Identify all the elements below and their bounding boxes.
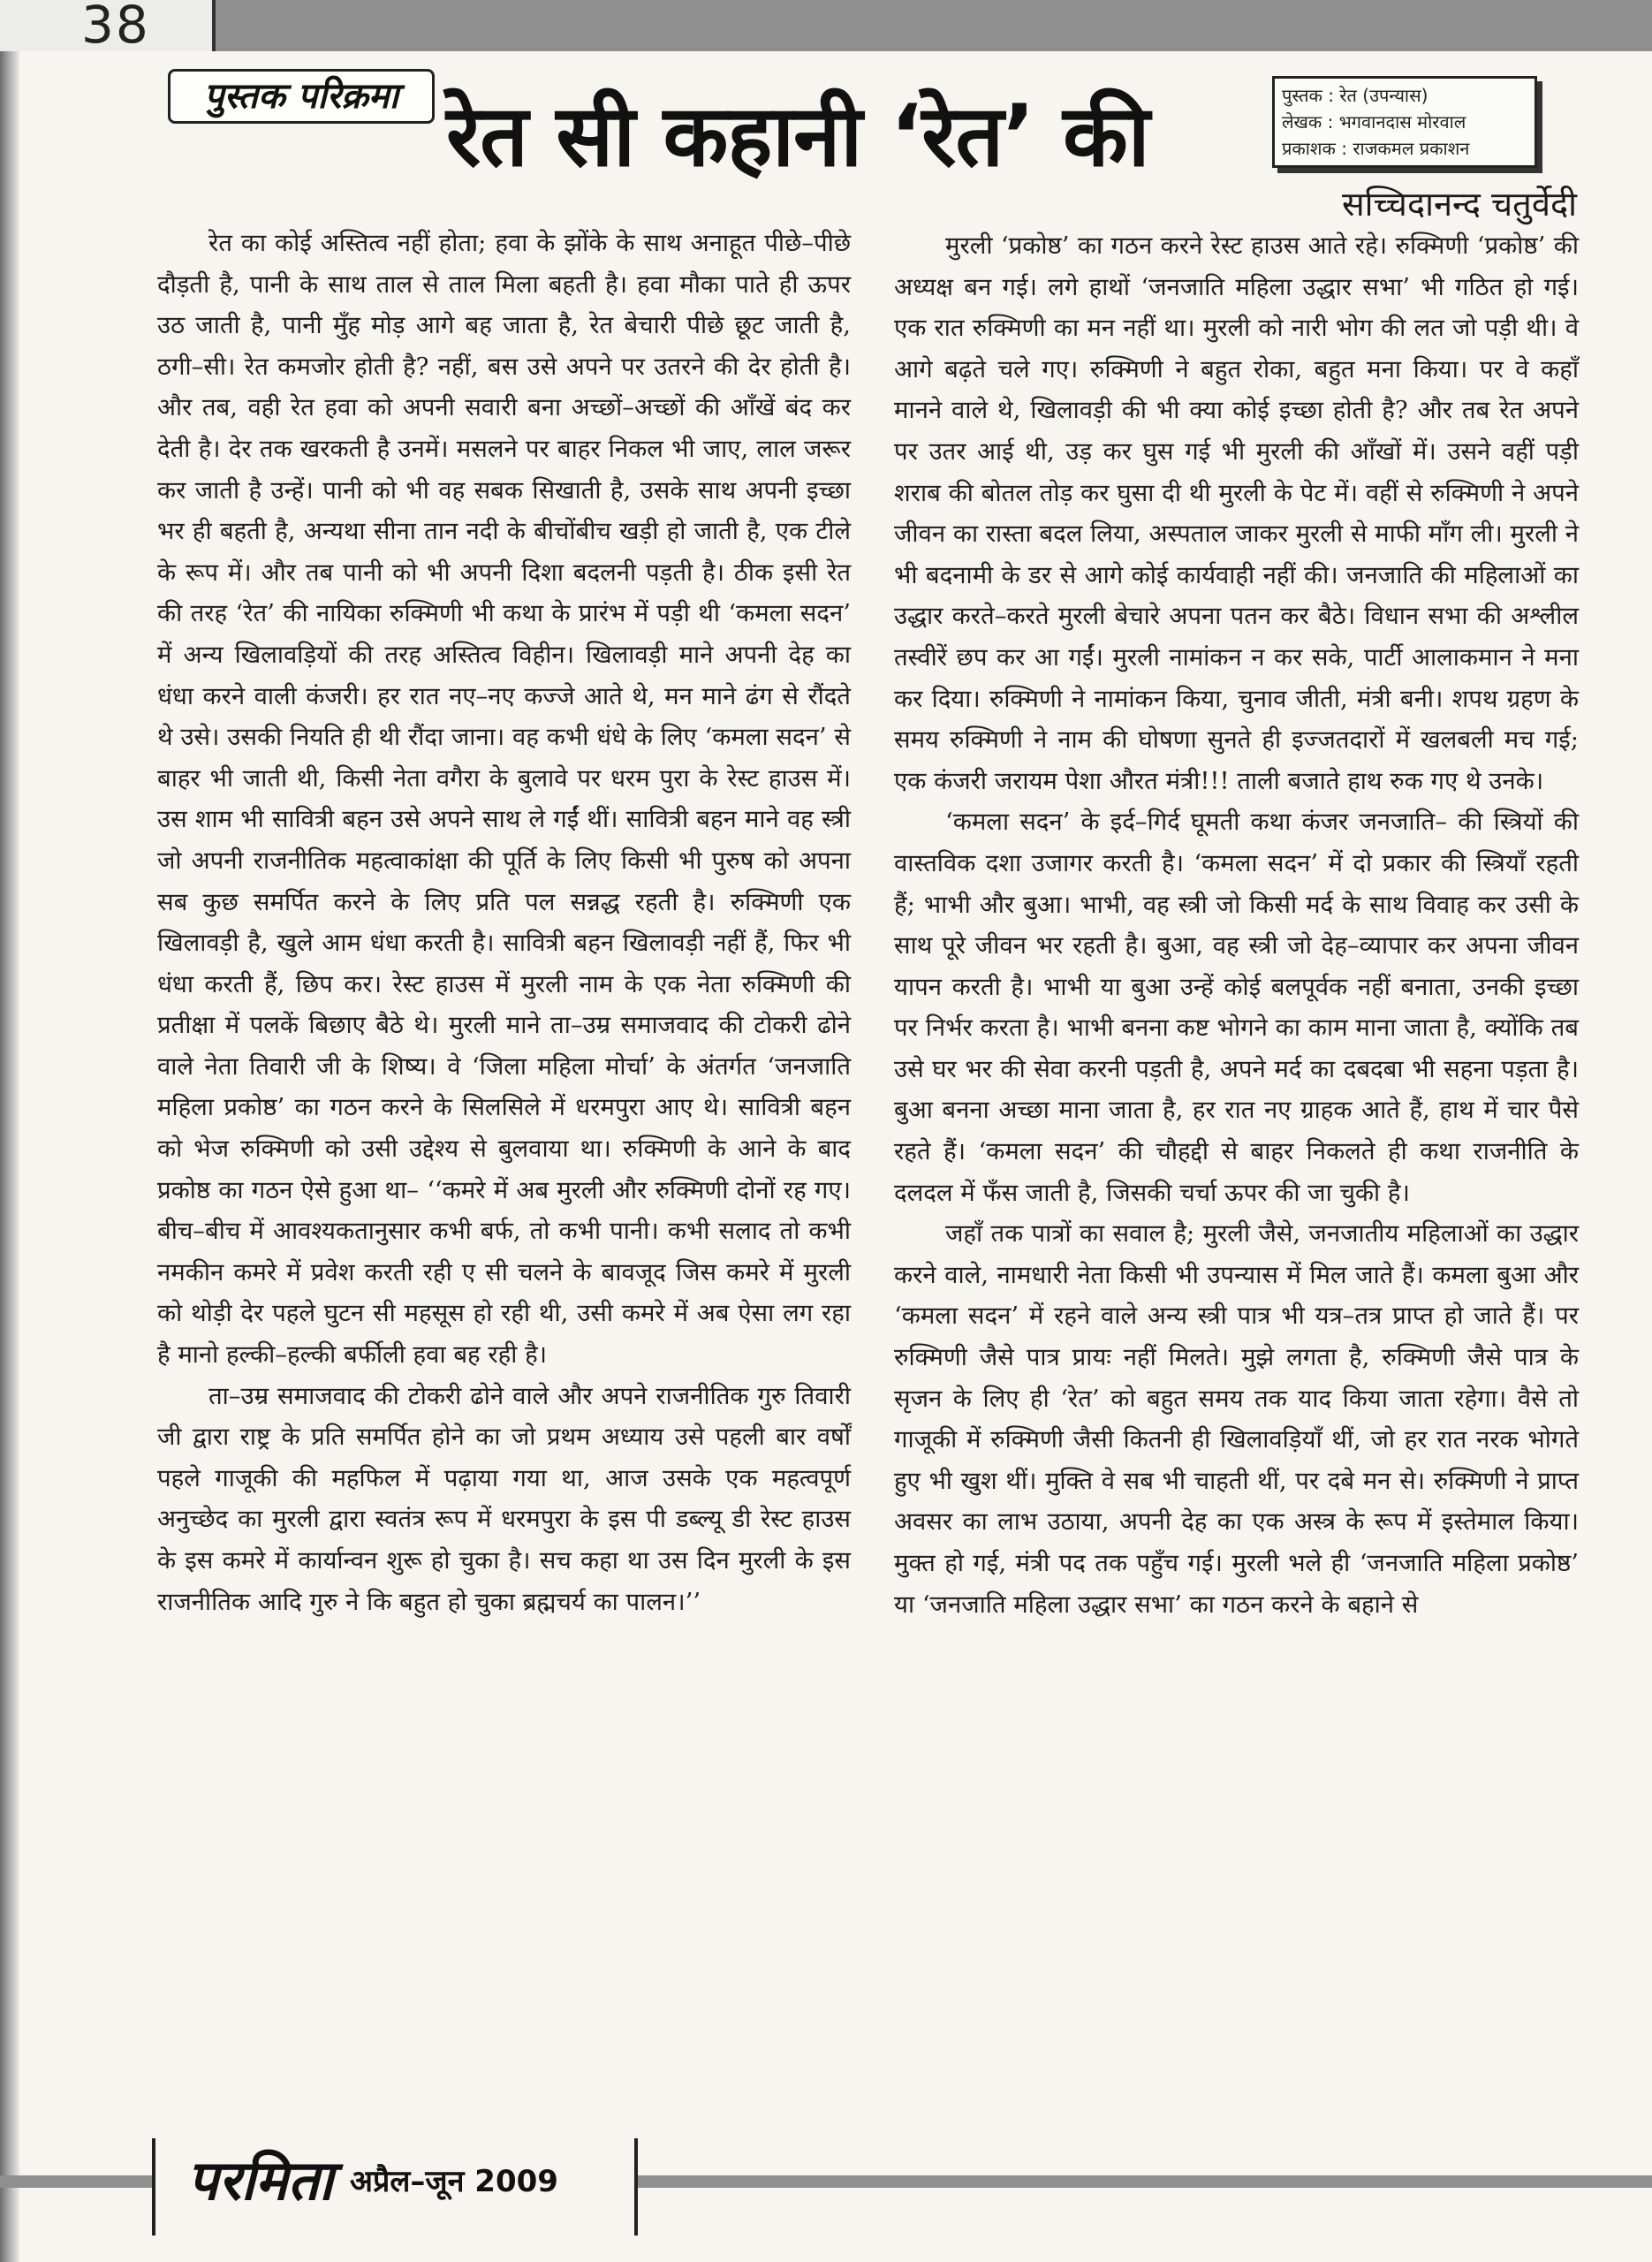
book-writer: लेखक : भगवानदास मोरवाल bbox=[1282, 111, 1466, 133]
author-byline: सच्चिदानन्द चतुर्वेदी bbox=[1341, 185, 1577, 224]
paragraph: जहाँ तक पात्रों का सवाल है; मुरली जैसे, जनजातीय महिलाओं का उद्धार करने वाले, नामधारी नेता किसी भी उपन्यास में मिल जाते हैं। कमला बुआ और ‘कमला सदन’ में रहने वाले अन्य स्त्री पात्र भी यत्र–तत्र प्राप्त हो जाते हैं। पर रुक्मिणी जैसे पात्र प्रायः नहीं मिलते। मुझे लगता है, रुक्मिणी जैसे पात्र के सृजन के लिए ही ‘रेत’ को बहुत समय तक याद किया जाता रहेगा। वैसे तो गाजूकी में रुक्मिणी जैसी कितनी ही खिलावड़ियाँ थीं, जो हर रात नरक भोगते हुए भी खुश थीं। मुक्ति वे सब भी चाहती थीं, पर दबे मन से। रुक्मिणी ने प्राप्त अवसर का लाभ उठाया, अपनी देह का एक अस्त्र के रूप में इस्तेमाल किया। मुक्त हो गई, मंत्री पद तक पहुँच गई। मुरली भले ही ‘जनजाति महिला प्रकोष्ठ’ या ‘जनजाति महिला उद्धार सभा’ का गठन करने के बहाने से bbox=[894, 1219, 1579, 1619]
issue-date: अप्रैल–जून 2009 bbox=[350, 2164, 558, 2199]
page-binding-shadow bbox=[0, 51, 19, 2262]
magazine-name: परमिता bbox=[187, 2148, 334, 2213]
book-name: पुस्तक : रेत (उपन्यास) bbox=[1282, 85, 1428, 106]
right-column bbox=[894, 225, 1579, 2125]
paragraph: रेत का कोई अस्तित्व नहीं होता; हवा के झोंके के साथ अनाहूत पीछे–पीछे दौड़ती है, पानी के साथ ताल से ताल मिला बहती है। हवा मौका पाते ही ऊपर उठ जाती है, पानी मुँह मोड़ आगे बह जाता है, रेत बेचारी पीछे छूट जाती है, ठगी–सी। रेत कमजोर होती है? नहीं, बस उसे अपने पर उतरने की देर होती है। और तब, वही रेत हवा को अपनी सवारी बना अच्छों–अच्छों की आँखें बंद कर देती है। देर तक खरकती है उनमें। मसलने पर बाहर निकल भी जाए, लाल जरूर कर जाती है उन्हें। पानी को भी वह सबक सिखाती है, उसके साथ अपनी इच्छा भर ही बहती है, अन्यथा सीना तान नदी के बीचोंबीच खड़ी हो जाती है, एक टीले के रूप में। और तब पानी को भी अपनी दिशा बदलनी पड़ती है। ठीक इसी रेत की तरह ‘रेत’ की नायिका रुक्मिणी भी कथा के प्रारंभ में पड़ी थी ‘कमला सदन’ में अन्य खिलावड़ियों की तरह अस्तित्व विहीन। खिलावड़ी माने अपनी देह का धंधा करने वाली कंजरी। हर रात नए–नए कज्जे आते थे, मन माने ढंग से रौंदते थे उसे। उसकी नियति ही थी रौंदा जाना। वह कभी धंधे के लिए ‘कमला सदन’ से बाहर भी जाती थी, किसी नेता वगैरा के बुलावे पर धरम पुरा के रेस्ट हाउस में। उस शाम भी सावित्री बहन उसे अपने साथ ले गईं थीं। सावित्री बहन माने वह स्त्री जो अपनी राजनीतिक महत्वाकांक्षा की पूर्ति के लिए किसी भी पुरुष को अपना सब कुछ समर्पित करने के लिए प्रति पल सन्नद्ध रहती है। रुक्मिणी एक खिलावड़ी है, खुले आम धंधा करती है। सावित्री बहन खिलावड़ी नहीं हैं, फिर भी धंधा करती हैं, छिप कर। रेस्ट हाउस में मुरली नाम के एक नेता रुक्मिणी की प्रतीक्षा में पलकें बिछाए बैठे थे। मुरली माने ता–उम्र समाजवाद की टोकरी ढोने वाले नेता तिवारी जी के शिष्य। वे ‘जिला महिला मोर्चा’ के अंतर्गत ‘जनजाति महिला प्रकोष्ठ’ का गठन करने के सिलसिले में धरमपुरा आए थे। सावित्री बहन को भेज रुक्मिणी को उसी उद्देश्य से बुलवाया था। रुक्मिणी के आने के बाद प्रकोष्ठ का गठन ऐसे हुआ था– ‘‘कमरे में अब मुरली और रुक्मिणी दोनों रह गए। बीच–बीच में आवश्यकतानुसार कभी बर्फ, तो कभी पानी। कभी सलाद तो कभी नमकीन कमरे में प्रवेश करती रही ए सी चलने के बावजूद जिस कमरे में मुरली को थोड़ी देर पहले घुटन सी महसूस हो रही थी, उसी कमरे में अब ऐसा लग रहा है मानो हल्की–हल्की बर्फीली हवा बह रही है। bbox=[157, 229, 851, 1370]
section-label: पुस्तक परिक्रमा bbox=[168, 69, 435, 124]
footer bbox=[152, 2138, 638, 2235]
page-number-box bbox=[0, 0, 216, 55]
article-title: रेत सी कहानी ‘रेत’ की bbox=[446, 87, 1149, 186]
paragraph: ता–उम्र समाजवाद की टोकरी ढोने वाले और अपने राजनीतिक गुरु तिवारी जी द्वारा राष्ट्र के प्रति समर्पित होने का जो प्रथम अध्याय उसे पहली बार वर्षों पहले गाजूकी की महफिल में पढ़ाया गया था, आज उसके एक महत्वपूर्ण अनुच्छेद का मुरली द्वारा स्वतंत्र रूप में धरमपुरा के इस पी डब्ल्यू डी रेस्ट हाउस के इस कमरे में कार्यान्वन शुरू हो चुका है। सच कहा था उस दिन मुरली के इस राजनीतिक आदि गुरु ने कि बहुत हो चुका ब्रह्मचर्य का पालन।’’ bbox=[157, 1381, 851, 1616]
left-column bbox=[157, 223, 851, 2105]
top-gray-band bbox=[0, 0, 1652, 51]
paragraph: मुरली ‘प्रकोष्ठ’ का गठन करने रेस्ट हाउस आते रहे। रुक्मिणी ‘प्रकोष्ठ’ की अध्यक्ष बन गई। लगे हाथों ‘जनजाति महिला उद्धार सभा’ भी गठित हो गई। एक रात रुक्मिणी का मन नहीं था। मुरली को नारी भोग की लत जो पड़ी थी। वे आगे बढ़ते चले गए। रुक्मिणी ने बहुत रोका, बहुत मना किया। पर वे कहाँ मानने वाले थे, खिलावड़ी की भी क्या कोई इच्छा होती है? और तब रेत अपने पर उतर आई थी, उड़ कर घुस गई भी मुरली की आँखों में। उसने वहीं पड़ी शराब की बोतल तोड़ कर घुसा दी थी मुरली के पेट में। वहीं से रुक्मिणी ने अपने जीवन का रास्ता बदल लिया, अस्पताल जाकर मुरली से माफी माँग ली। मुरली ने भी बदनामी के डर से आगे कोई कार्यवाही नहीं की। जनजाति की महिलाओं का उद्धार करते–करते मुरली बेचारे अपना पतन कर बैठे। विधान सभा की अश्लील तस्वीरें छप कर आ गईं। मुरली नामांकन न कर सके, पार्टी आलाकमान ने मना कर दिया। रुक्मिणी ने नामांकन किया, चुनाव जीती, मंत्री बनी। शपथ ग्रहण के समय रुक्मिणी ने नाम की घोषणा सुनते ही इज्जतदारों में खलबली मच गई; एक कंजरी जरायम पेशा औरत मंत्री!!! ताली बजाते हाथ रुक गए थे उनके। bbox=[894, 232, 1579, 795]
page-number: 38 bbox=[81, 0, 150, 55]
book-publisher: प्रकाशक : राजकमल प्रकाशन bbox=[1282, 138, 1470, 159]
paragraph: ‘कमला सदन’ के इर्द–गिर्द घूमती कथा कंजर जनजाति– की स्त्रियों की वास्तविक दशा उजागर करती है। ‘कमला सदन’ में दो प्रकार की स्त्रियाँ रहती हैं; भाभी और बुआ। भाभी, वह स्त्री जो किसी मर्द के साथ विवाह कर उसी के साथ पूरे जीवन भर रहती है। बुआ, वह स्त्री जो देह–व्यापार कर अपना जीवन यापन करती है। भाभी या बुआ उन्हें कोई बलपूर्वक नहीं बनाता, उनकी इच्छा पर निर्भर करता है। भाभी बनना कष्ट भोगने का काम माना जाता है, क्योंकि तब उसे घर भर की सेवा करनी पड़ती है, अपने मर्द का दबदबा भी सहना पड़ता है। बुआ बनना अच्छा माना जाता है, हर रात नए ग्राहक आते हैं, हाथ में चार पैसे रहते हैं। ‘कमला सदन’ की चौहद्दी से बाहर निकलते ही कथा राजनीति के दलदल में फँस जाती है, जिसकी चर्चा ऊपर की जा चुकी है। bbox=[894, 808, 1579, 1207]
book-info-box bbox=[1272, 76, 1537, 168]
